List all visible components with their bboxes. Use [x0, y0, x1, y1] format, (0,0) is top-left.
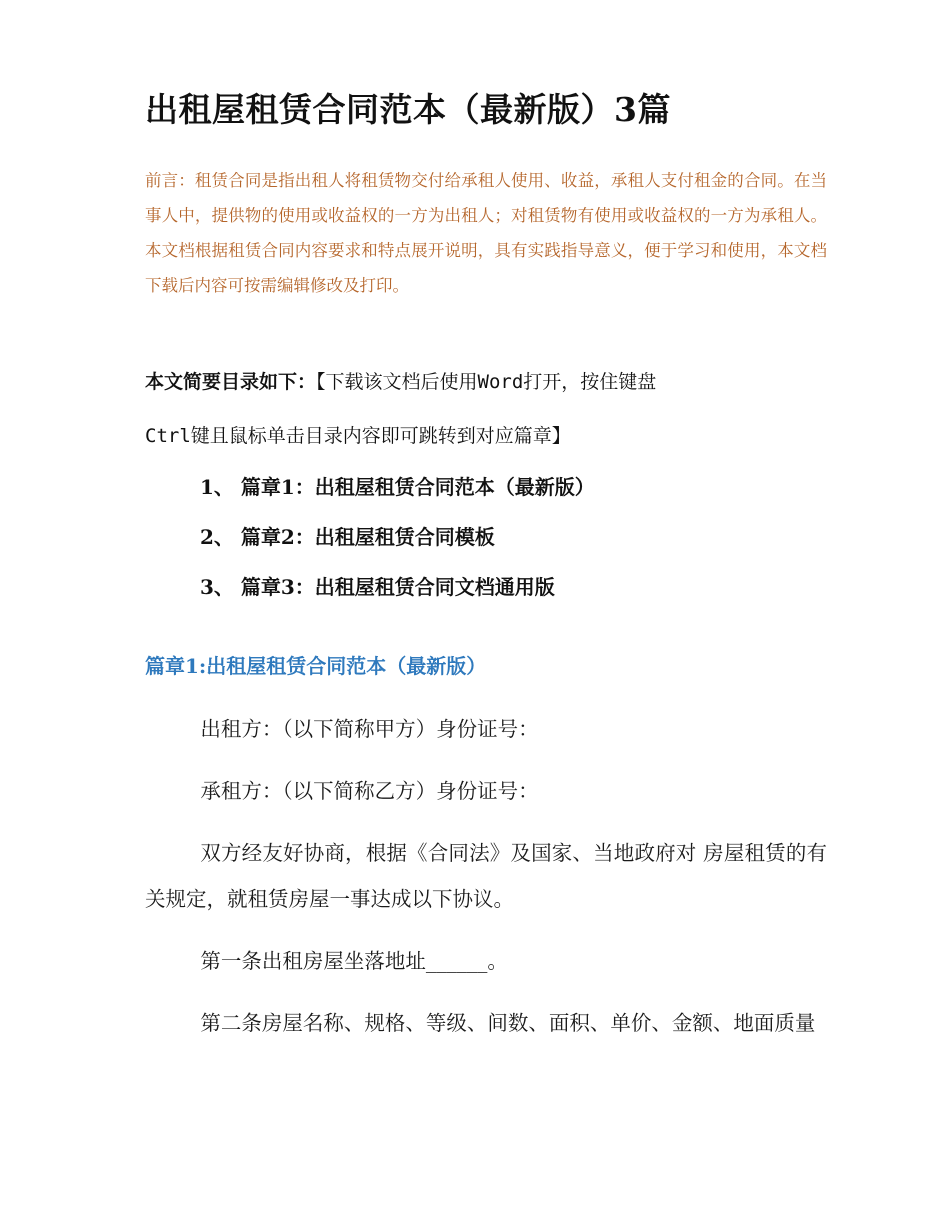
toc-intro	[145, 355, 827, 463]
toc-intro-part1: 【下载该文档后使用	[316, 371, 478, 393]
toc-intro-ctrl: Ctrl	[145, 425, 191, 447]
chapter-1-body	[145, 706, 827, 1046]
article-2-paragraph: 第二条房屋名称、规格、等级、间数、面积、单价、金额、地面质量	[200, 1011, 816, 1035]
toc-intro-part3: 键且鼠标单击目录内容即可跳转到对应篇章】	[190, 425, 571, 447]
preface-paragraph: 前言：租赁合同是指出租人将租赁物交付给承租人使用、收益，承租人支付租金的合同。在当事人中，提供物的使用或收益权的一方为出租人；对租赁物有使用或收益权的一方为承租人。本文档根据租赁合同内容要求和特点展开说明，具有实践指导意义，便于学习和使用，本文档下载后内容可按需编辑修改及打印。	[145, 171, 827, 295]
table-of-contents	[200, 466, 840, 616]
agreement-paragraph: 双方经友好协商，根据《合同法》及国家、当地政府对 房屋租赁的有关规定，就租赁房屋一事达成以下协议。	[145, 841, 827, 911]
article-1-paragraph: 第一条出租房屋坐落地址______。	[200, 949, 508, 973]
toc-intro-lead: 本文简要目录如下：	[145, 371, 317, 393]
lessee-line: 承租方：（以下简称乙方）身份证号：	[200, 779, 539, 803]
toc-item-chapter-3[interactable]: 3、 篇章3：出租屋租赁合同文档通用版	[200, 575, 555, 599]
toc-item-chapter-1[interactable]: 1、 篇章1：出租屋租赁合同范本（最新版）	[200, 475, 595, 499]
section-heading-chapter-1: 篇章1:出租屋租赁合同范本（最新版）	[145, 654, 487, 678]
lessor-line: 出租方：（以下简称甲方）身份证号：	[200, 717, 539, 741]
document-title: 出租屋租赁合同范本（最新版）3篇	[145, 90, 671, 129]
toc-item-chapter-2[interactable]: 2、 篇章2：出租屋租赁合同模板	[200, 525, 495, 549]
toc-intro-word: Word	[477, 371, 524, 393]
toc-intro-part2: 打开，按住键盘	[523, 371, 657, 393]
